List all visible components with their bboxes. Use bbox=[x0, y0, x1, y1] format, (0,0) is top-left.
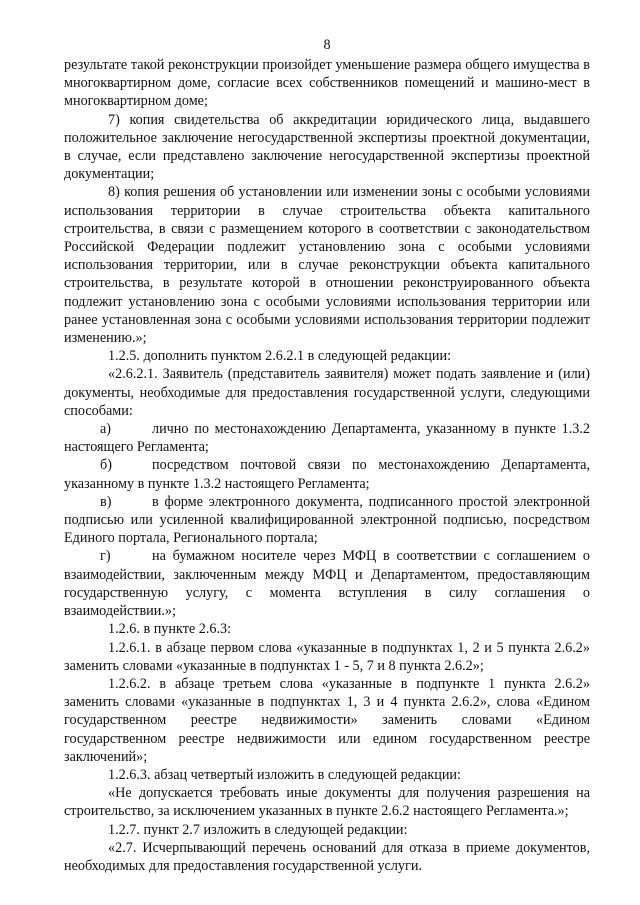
paragraph-1-2-6-2: 1.2.6.2. в абзаце третьем слова «указанные в подпункте 1 пункта 2.6.2» заменить словами «указанные в подпунктах 1, 3 и 4 пункта 2.6.2», слова «Едином государственном реестре недвижимости» заменить словами «Едином государственном реестре недвижимости или едином государственном реестре заключений»; bbox=[64, 675, 590, 765]
list-item-g bbox=[64, 547, 590, 620]
list-item-b bbox=[64, 456, 590, 492]
document-page bbox=[64, 36, 590, 875]
paragraph-1-2-6: 1.2.6. в пункте 2.6.3: bbox=[108, 621, 232, 638]
paragraph-1-2-5: 1.2.5. дополнить пунктом 2.6.2.1 в следующей редакции: bbox=[108, 348, 452, 365]
paragraph-item-7: 7) копия свидетельства об аккредитации юридического лица, выдавшего положительное заключение негосударственной экспертизы проектной документации, в случае, если представлено заключение негосударственной экспертизы проектной документации; bbox=[64, 111, 590, 183]
list-item-label: в) bbox=[100, 493, 112, 510]
paragraph-continuation: результате такой реконструкции произойдет уменьшение размера общего имущества в многоквартирном доме, согласие всех собственников помещений и машино-мест в многоквартирном доме; bbox=[64, 57, 590, 110]
paragraph-2-6-2-1: «2.6.2.1. Заявитель (представитель заявителя) может подать заявление и (или) документы, необходимые для предоставления государственной услуги, следующими способами: bbox=[64, 366, 590, 419]
list-item-text: в форме электронного документа, подписанного простой электронной подписью или усиленной квалифицированной электронной подписью, посредством Единого портала, Регионального портала; bbox=[64, 493, 590, 547]
list-item-text: на бумажном носителе через МФЦ в соответствии с соглашением о взаимодействии, заключенным между МФЦ и Департаментом, предоставляющим государственную услугу, с момента вступления в силу соглашения о взаимодействии.»; bbox=[64, 548, 590, 620]
list-item-text: посредством почтовой связи по местонахождению Департамента, указанному в пункте 1.3.2 настоящего Регламента; bbox=[64, 457, 590, 492]
list-item-v bbox=[64, 493, 590, 548]
paragraph-item-8: 8) копия решения об установлении или изменении зоны с особыми условиями использования территории в случае строительства объекта капитального строительства, в связи с размещением которого в соответствии с законодательством Российской Федерации подлежит установлению зона с особыми условиями использования территории, или в случае реконструкции объекта капитального строительства, в результате которой в отношении реконструированного объекта подлежит установлению зона с особыми условиями использования территории или ранее установленная зона с особыми условиями использования территории подлежит изменению.»; bbox=[64, 184, 590, 347]
list-item-label: б) bbox=[100, 457, 112, 474]
page-number: 8 bbox=[323, 37, 331, 53]
paragraph-1-2-6-3: 1.2.6.3. абзац четвертый изложить в следующей редакции: bbox=[108, 766, 461, 783]
list-item-text: лично по местонахождению Департамента, указанному в пункте 1.3.2 настоящего Регламента; bbox=[64, 421, 590, 456]
paragraph-2-7: «2.7. Исчерпывающий перечень оснований для отказа в приеме документов, необходимых для предоставления государственной услуги. bbox=[64, 839, 590, 874]
paragraph-1-2-6-1: 1.2.6.1. в абзаце первом слова «указанные в подпунктах 1, 2 и 5 пункта 2.6.2» заменить словами «указанные в подпунктах 1 - 5, 7 и 8 пункта 2.6.2»; bbox=[64, 639, 590, 674]
list-item-a bbox=[64, 420, 590, 456]
paragraph-quote-2-6-3: «Не допускается требовать иные документы для получения разрешения на строительство, за исключением указанных в пункте 2.6.2 настоящего Регламента.»; bbox=[64, 785, 590, 820]
list-item-label: а) bbox=[100, 421, 112, 438]
list-item-label: г) bbox=[100, 548, 111, 565]
paragraph-1-2-7: 1.2.7. пункт 2.7 изложить в следующей редакции: bbox=[108, 821, 408, 838]
